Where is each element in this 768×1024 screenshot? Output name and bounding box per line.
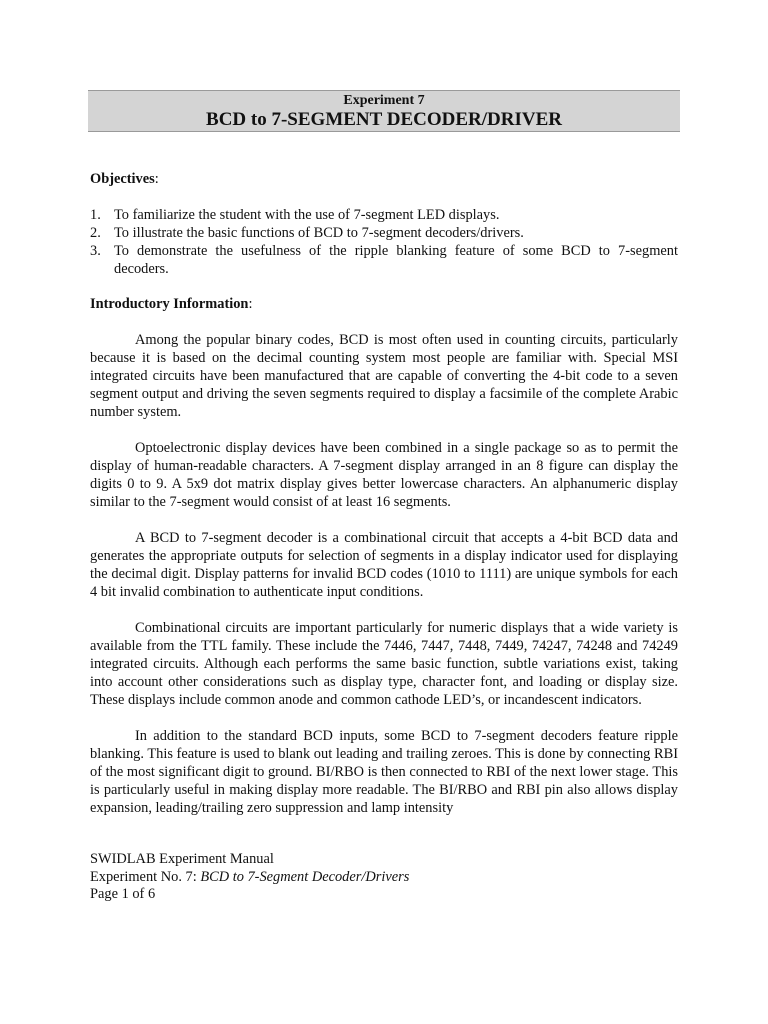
objective-text: To demonstrate the usefulness of the ripple blanking feature of some BCD to 7-segment decoders. xyxy=(114,243,678,277)
footer-experiment-title: BCD to 7-Segment Decoder/Drivers xyxy=(200,868,410,885)
footer-experiment-prefix: Experiment No. 7: xyxy=(90,868,201,885)
objective-item xyxy=(90,206,678,224)
experiment-label: Experiment 7 xyxy=(343,93,425,108)
title-banner xyxy=(88,90,680,132)
objective-item xyxy=(90,224,678,242)
objective-number: 3. xyxy=(90,243,101,259)
objectives-heading xyxy=(90,170,678,188)
intro-heading-colon: : xyxy=(248,296,253,312)
objectives-heading-text: Objectives xyxy=(90,171,155,187)
objective-item xyxy=(90,242,678,278)
intro-heading xyxy=(90,295,678,313)
intro-paragraph: A BCD to 7-segment decoder is a combinational circuit that accepts a 4-bit BCD data and generates the appropriate outputs for selection of segments in a display indicator used for displaying the decimal digit. Display patterns for invalid BCD codes (1010 to 1111) are unique symbols for each 4 bit invalid combination to authenticate input conditions. xyxy=(90,530,678,600)
intro-paragraph: Combinational circuits are important particularly for numeric displays that a wide variety is available from the TTL family. These include the 7446, 7447, 7448, 7449, 74247, 74248 and 74249 integrated circuits. Although each performs the same basic function, subtle variations exist, taking into account other considerations such as display type, character font, and loading or display size. These displays include common anode and common cathode LED’s, or incandescent indicators. xyxy=(90,620,678,708)
intro-paragraph: Among the popular binary codes, BCD is most often used in counting circuits, particularly because it is based on the decimal counting system most people are familiar with. Special MSI integrated circuits have been manufactured that are capable of converting the 4-bit code to a seven segment output and driving the seven segments required to display a facsimile of the complete Arabic number system. xyxy=(90,332,678,420)
objective-text: To illustrate the basic functions of BCD to 7-segment decoders/drivers. xyxy=(114,225,524,241)
intro-paragraph: Optoelectronic display devices have been combined in a single package so as to permit the display of human-readable characters. A 7-segment display arranged in an 8 figure can display the digits 0 to 9. A 5x9 dot matrix display gives better lowercase characters. An alphanumeric display similar to the 7-segment would consist of at least 16 segments. xyxy=(90,440,678,510)
page-footer xyxy=(90,851,678,904)
objective-text: To familiarize the student with the use of 7-segment LED displays. xyxy=(114,207,500,223)
page-title: BCD to 7-SEGMENT DECODER/DRIVER xyxy=(206,109,562,130)
objectives-heading-colon: : xyxy=(154,171,159,187)
intro-paragraph: In addition to the standard BCD inputs, some BCD to 7-segment decoders feature ripple blanking. This feature is used to blank out leading and trailing zeroes. This is done by connecting RBI of the most significant digit to ground. BI/RBO is then connected to RBI of the next lower stage. This is particularly useful in making display more readable. The BI/RBO and RBI pin also allows display expansion, leading/trailing zero suppression and lamp intensity xyxy=(90,728,678,816)
footer-experiment xyxy=(90,869,678,887)
document-body xyxy=(90,160,678,835)
footer-manual: SWIDLAB Experiment Manual xyxy=(90,851,274,867)
objective-number: 2. xyxy=(90,225,101,241)
intro-heading-text: Introductory Information xyxy=(90,296,249,312)
objective-number: 1. xyxy=(90,207,101,223)
objectives-list xyxy=(90,206,678,278)
footer-page-number: Page 1 of 6 xyxy=(90,886,156,902)
